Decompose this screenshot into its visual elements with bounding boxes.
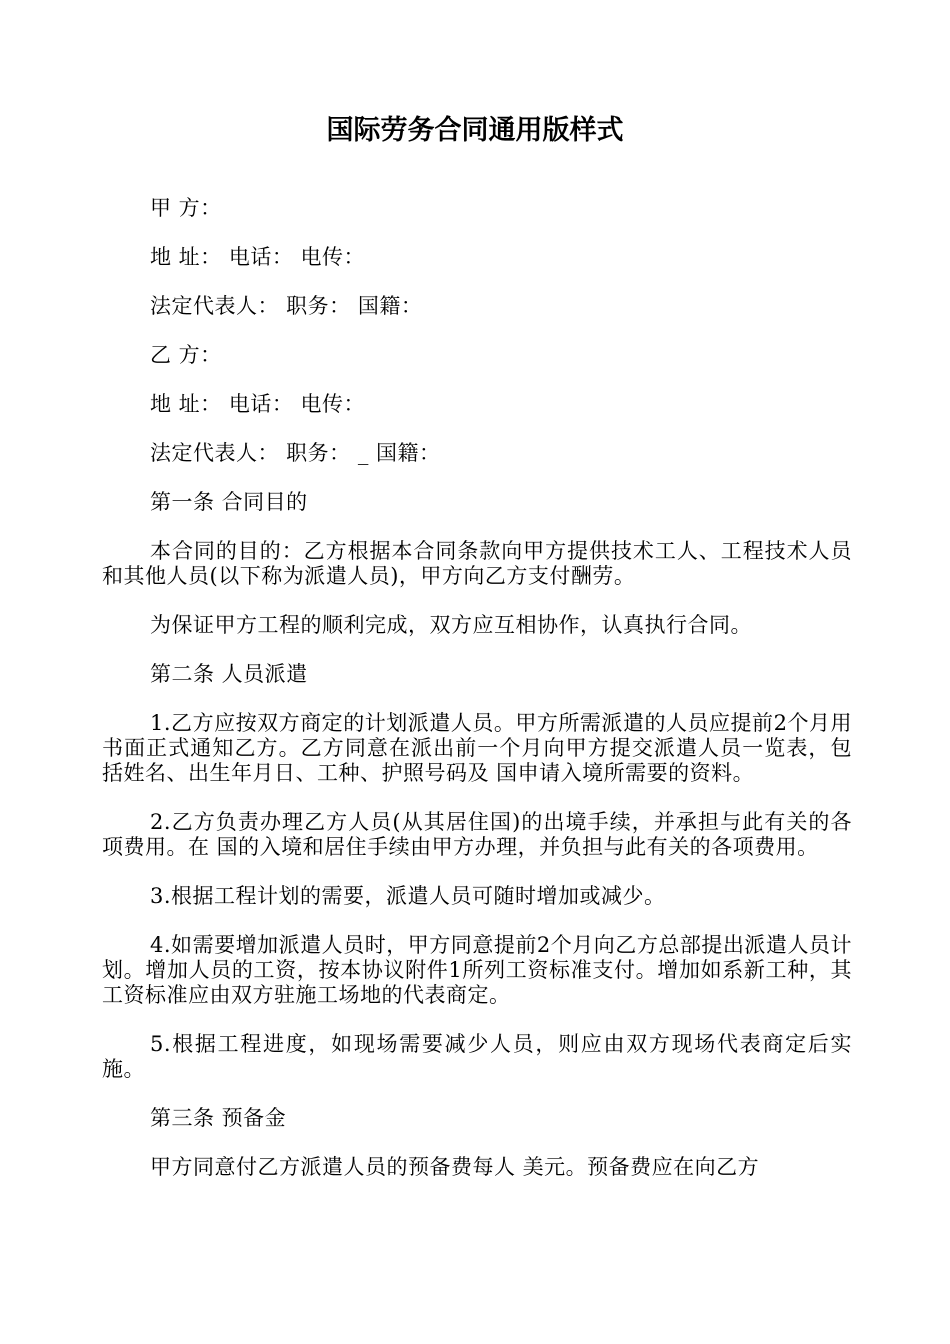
article-3-paragraph: 甲方同意付乙方派遣人员的预备费每人 美元。预备费应在向乙方 — [150, 1155, 760, 1179]
party-a-address-line: 地 址： 电话： 电传： — [150, 245, 366, 269]
article-1-paragraph: 为保证甲方工程的顺利完成，双方应互相协作，认真执行合同。 — [150, 613, 752, 637]
article-2-heading: 第二条 人员派遣 — [150, 662, 308, 686]
article-1-paragraph: 本合同的目的：乙方根据本合同条款向甲方提供技术工人、工程技术人员和其他人员(以下称为派遣人员)，甲方向乙方支付酬劳。 — [102, 539, 852, 588]
party-b-representative-line: 法定代表人： 职务： _ 国籍： — [150, 441, 441, 465]
article-2-clause-2: 2.乙方负责办理乙方人员(从其居住国)的出境手续，并承担与此有关的各项费用。在 国的入境和居住手续由甲方办理，并负担与此有关的各项费用。 — [102, 810, 852, 859]
document-body — [102, 196, 852, 1180]
article-3-heading: 第三条 预备金 — [150, 1106, 287, 1130]
party-a-line: 甲 方： — [150, 196, 222, 220]
party-a-representative-line: 法定代表人： 职务： 国籍： — [150, 294, 423, 318]
article-1-heading: 第一条 合同目的 — [150, 490, 308, 514]
document-title: 国际劳务合同通用版样式 — [326, 115, 624, 146]
party-b-address-line: 地 址： 电话： 电传： — [150, 392, 366, 416]
article-2-clause-1: 1.乙方应按双方商定的计划派遣人员。甲方所需派遣的人员应提前2个月用书面正式通知乙方。乙方同意在派出前一个月向甲方提交派遣人员一览表，包括姓名、出生年月日、工种、护照号码及 国申请入境所需要的资料。 — [102, 711, 852, 785]
party-b-line: 乙 方： — [150, 343, 222, 367]
article-2-clause-5: 5.根据工程进度，如现场需要减少人员，则应由双方现场代表商定后实施。 — [102, 1032, 852, 1081]
article-2-clause-4: 4.如需要增加派遣人员时，甲方同意提前2个月向乙方总部提出派遣人员计划。增加人员的工资，按本协议附件1所列工资标准支付。增加如系新工种，其工资标准应由双方驻施工场地的代表商定。 — [102, 933, 852, 1007]
article-2-clause-3: 3.根据工程计划的需要，派遣人员可随时增加或减少。 — [150, 884, 666, 908]
